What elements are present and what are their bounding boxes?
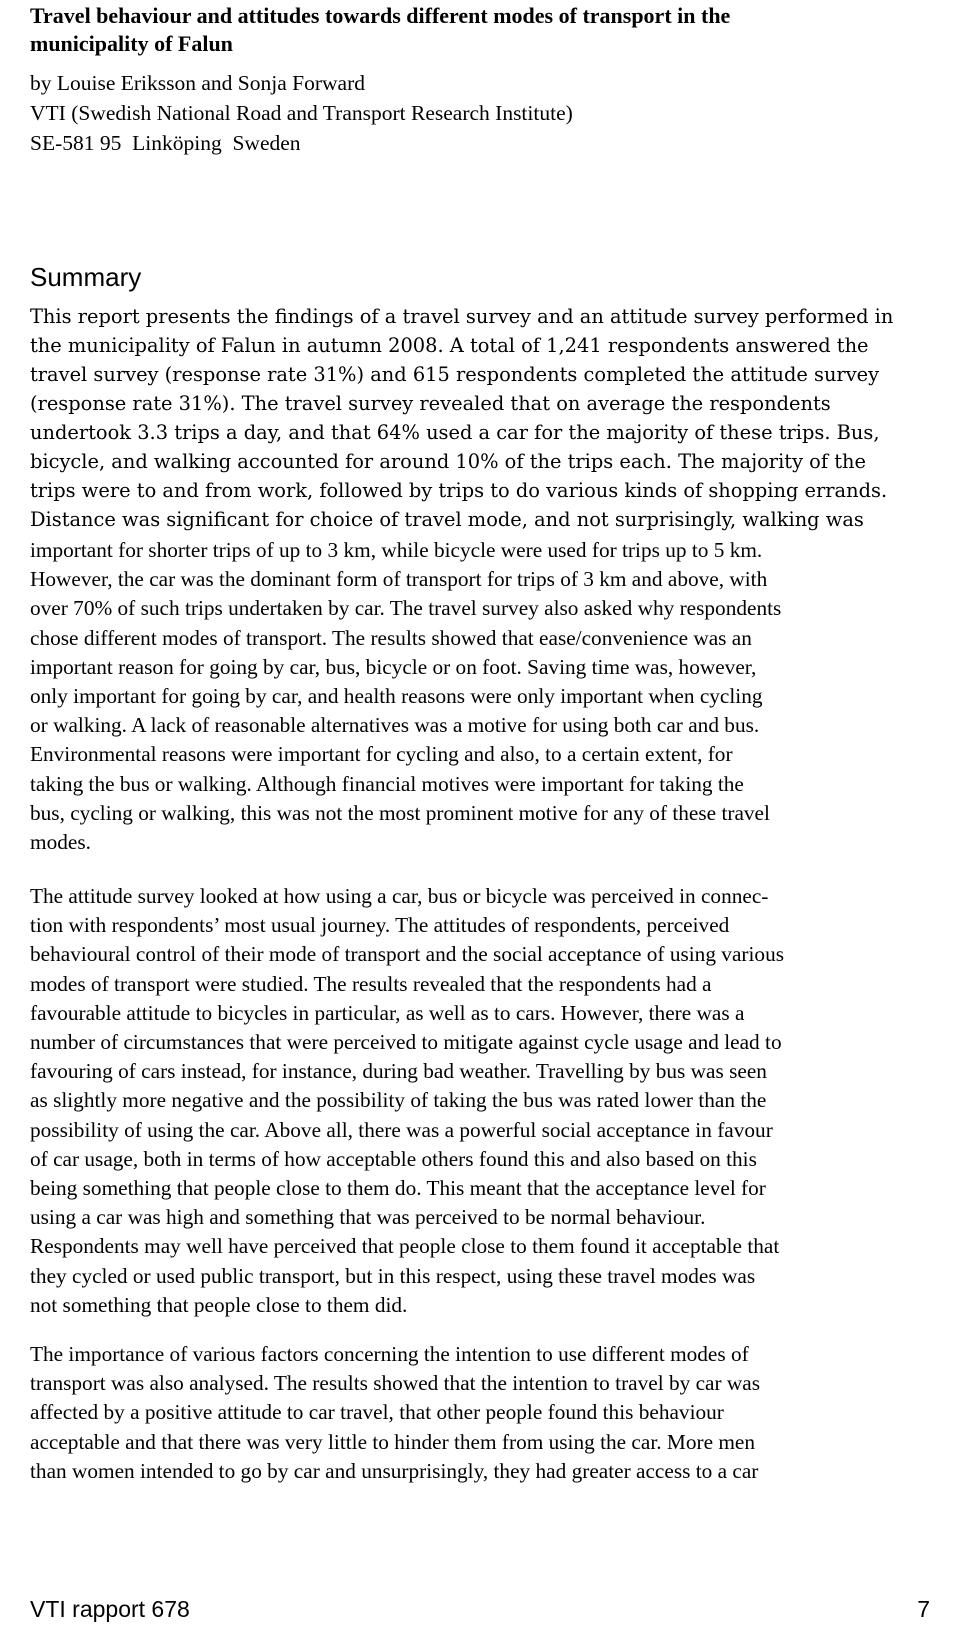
paragraph-line: using a car was high and something that was perceived to be normal behaviour. [30,1205,706,1230]
paragraph-line: tion with respondents’ most usual journey. The attitudes of respondents, perceived [30,913,730,938]
title-line: municipality of Falun [30,31,233,56]
paragraph-line: over 70% of such trips undertaken by car. The travel survey also asked why respondents [30,596,782,621]
paragraph-line: only important for going by car, and health reasons were only important when cycling [30,684,763,709]
paragraph-line: The importance of various factors concerning the intention to use different modes of [30,1342,749,1366]
title-line: Travel behaviour and attitudes towards different modes of transport in the [30,3,731,28]
paragraph-line: transport was also analysed. The results showed that the intention to travel by car was [30,1371,761,1396]
paragraph-line: or walking. A lack of reasonable alternatives was a motive for using both car and bus. [30,713,760,738]
paragraph-line: favourable attitude to bicycles in particular, as well as to cars. However, there was a [30,1000,745,1025]
paragraph-3-intention [30,1340,930,1486]
paragraph-line: important reason for going by car, bus, bicycle or on foot. Saving time was, however, [30,654,757,679]
paragraph-line: However, the car was the dominant form of transport for trips of 3 km and above, with [30,567,768,592]
paragraph-line: bicycle, and walking accounted for around 10% of the trips each. The majority of the [30,450,866,473]
paragraph-1-intro [30,302,930,534]
paragraph-line: Distance was significant for choice of travel mode, and not surprisingly, walking was [30,508,864,531]
paragraph-line: taking the bus or walking. Although financial motives were important for taking the [30,771,744,796]
authors: by Louise Eriksson and Sonja Forward [30,71,366,95]
paragraph-line: trips were to and from work, followed by trips to do various kinds of shopping errands. [30,479,888,502]
paragraph-1-continued [30,536,930,857]
paragraph-line: number of circumstances that were perceived to mitigate against cycle usage and lead to [30,1030,782,1055]
paragraph-line: as slightly more negative and the possibility of taking the bus was rated lower than the [30,1088,767,1113]
paragraph-line: affected by a positive attitude to car travel, that other people found this behaviour [30,1400,724,1425]
paragraph-line: undertook 3.3 trips a day, and that 64% used a car for the majority of these trips. Bus, [30,421,880,444]
paragraph-line: not something that people close to them did. [30,1292,408,1317]
paragraph-line: Environmental reasons were important for cycling and also, to a certain extent, for [30,742,733,767]
paragraph-line: of car usage, both in terms of how acceptable others found this and also based on this [30,1146,757,1171]
report-title [30,2,930,58]
paragraph-line: bus, cycling or walking, this was not the most prominent motive for any of these travel [30,800,770,825]
paragraph-line: possibility of using the car. Above all, there was a powerful social acceptance in favour [30,1117,773,1142]
byline [30,68,930,158]
paragraph-line: modes. [30,830,91,855]
paragraph-line: modes of transport were studied. The results revealed that the respondents had a [30,971,712,996]
paragraph-line: chose different modes of transport. The results showed that ease/convenience was an [30,625,752,650]
institute: VTI (Swedish National Road and Transport Research Institute) [30,101,573,125]
footer-page-number: 7 [917,1596,930,1622]
paragraph-2-attitude-survey [30,882,930,1320]
paragraph-line: acceptable and that there was very little to hinder them from using the car. More men [30,1429,756,1454]
paragraph-line: than women intended to go by car and unsurprisingly, they had greater access to a car [30,1458,759,1483]
paragraph-line: they cycled or used public transport, but in this respect, using these travel modes was [30,1263,756,1288]
address: SE-581 95 Linköping Sweden [30,131,301,155]
paragraph-line: The attitude survey looked at how using a car, bus or bicycle was perceived in connec- [30,884,769,908]
section-heading-summary: Summary [30,262,142,292]
footer-report-name: VTI rapport 678 [30,1596,190,1622]
paragraph-line: travel survey (response rate 31%) and 615 respondents completed the attitude survey [30,363,880,386]
paragraph-line: being something that people close to them do. This meant that the acceptance level for [30,1176,766,1201]
paragraph-line: behavioural control of their mode of transport and the social acceptance of using various [30,942,785,967]
paragraph-line: (response rate 31%). The travel survey revealed that on average the respondents [30,392,831,415]
paragraph-line: important for shorter trips of up to 3 km, while bicycle were used for trips up to 5 km. [30,538,763,562]
paragraph-line: favouring of cars instead, for instance, during bad weather. Travelling by bus was seen [30,1059,767,1084]
paragraph-line: Respondents may well have perceived that people close to them found it acceptable that [30,1234,780,1259]
paragraph-line: This report presents the findings of a travel survey and an attitude survey performed in [30,305,894,328]
paragraph-line: the municipality of Falun in autumn 2008. A total of 1,241 respondents answered the [30,334,869,357]
